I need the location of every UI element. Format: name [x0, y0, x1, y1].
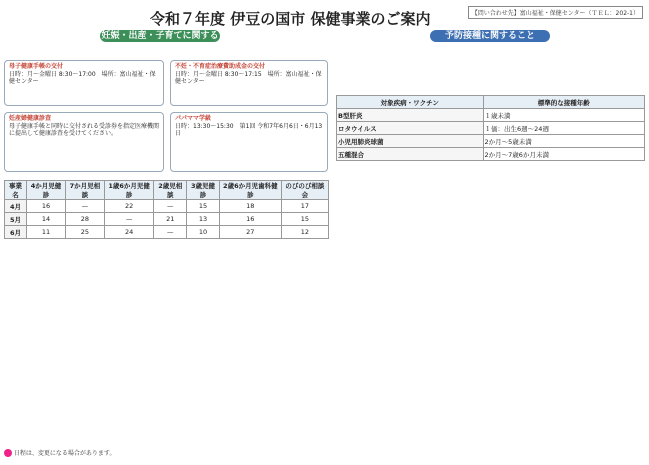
vaccine-row [337, 109, 645, 122]
schedule-header: 4か月児健診 [27, 181, 66, 200]
notice-text: 母子健康手帳と同時に交付される受診券を指定医療機関に提出して健康診査を受けてください。 [9, 122, 160, 137]
schedule-header: 3歳児健診 [187, 181, 220, 200]
schedule-cell: 28 [65, 213, 104, 226]
schedule-header: のびのび相談会 [281, 181, 328, 200]
vaccine-header-row [337, 96, 645, 109]
schedule-header: 2歳6か月児歯科健診 [219, 181, 281, 200]
vaccine-name: ロタウイルス [337, 122, 484, 135]
notice-dot-icon [4, 449, 12, 457]
notice-heading: 不妊・不育症治療費助成金の交付 [175, 63, 266, 70]
schedule-cell: 14 [27, 213, 66, 226]
schedule-row [5, 213, 329, 226]
schedule-month: 6月 [5, 226, 27, 239]
notice-box-1 [4, 60, 164, 106]
vaccine-name: B型肝炎 [337, 109, 484, 122]
footer-note [4, 448, 115, 458]
schedule-cell: 16 [27, 200, 66, 213]
vaccine-name: 小児用肺炎球菌 [337, 135, 484, 148]
vaccine-age: 2か月～5歳未満 [483, 135, 644, 148]
schedule-cell: 16 [219, 213, 281, 226]
vaccine-header: 対象疾病・ワクチン [337, 96, 484, 109]
notice-heading: パパママ学級 [175, 115, 212, 122]
notice-box-4 [170, 112, 328, 172]
schedule-cell: 13 [187, 213, 220, 226]
schedule-cell: — [65, 200, 104, 213]
notice-text: 日時：月～金曜日 8:30～17:15 場所：富山福祉・保健センター [175, 70, 322, 85]
schedule-cell: 27 [219, 226, 281, 239]
vaccine-row [337, 148, 645, 161]
schedule-cell: 25 [65, 226, 104, 239]
vaccine-age: 2か月～7歳6か月未満 [483, 148, 644, 161]
page-title: 令和７年度 伊豆の国市 保健事業のご案内 [150, 10, 431, 28]
schedule-cell: 17 [281, 200, 328, 213]
notice-text: 日時：13:30～15:30 第1回 令和7年6月6日・6月13日 [175, 122, 323, 137]
section-right-title: 予防接種に関すること [430, 30, 550, 42]
schedule-cell: 24 [104, 226, 154, 239]
schedule-row [5, 200, 329, 213]
vaccine-name: 五種混合 [337, 148, 484, 161]
vaccine-row [337, 135, 645, 148]
schedule-cell: 10 [187, 226, 220, 239]
notice-box-3 [4, 112, 164, 172]
schedule-header-row [5, 181, 329, 200]
schedule-row [5, 226, 329, 239]
schedule-header: 7か月児相談 [65, 181, 104, 200]
footer-note-text: 日程は、変更になる場合があります。 [13, 449, 116, 457]
vaccine-age: １価：出生6週～24週 [483, 122, 644, 135]
vaccine-header: 標準的な接種年齢 [483, 96, 644, 109]
schedule-month: 5月 [5, 213, 27, 226]
contact-info: 【問い合わせ先】富山福祉・保健センター（ＴＥＬ：202-1） [468, 6, 643, 19]
vaccine-row [337, 122, 645, 135]
schedule-cell: — [154, 200, 187, 213]
schedule-cell: 21 [154, 213, 187, 226]
schedule-cell: 12 [281, 226, 328, 239]
schedule-header: 事業名 [5, 181, 27, 200]
schedule-cell: 22 [104, 200, 154, 213]
schedule-cell: 15 [187, 200, 220, 213]
vaccination-table [336, 95, 645, 161]
notice-heading: 妊産婦健康診査 [9, 115, 52, 122]
schedule-cell: 18 [219, 200, 281, 213]
schedule-cell: 11 [27, 226, 66, 239]
schedule-cell: 15 [281, 213, 328, 226]
section-left-title: 妊娠・出産・子育てに関すること [101, 31, 219, 53]
checkup-schedule-table [4, 180, 329, 239]
schedule-header: 1歳6か月児健診 [104, 181, 154, 200]
notice-box-2 [170, 60, 328, 106]
schedule-month: 4月 [5, 200, 27, 213]
vaccine-age: １歳未満 [483, 109, 644, 122]
notice-heading: 母子健康手帳の交付 [9, 63, 64, 70]
schedule-cell: — [104, 213, 154, 226]
notice-text: 日時：月～金曜日 8:30～17:00 場所：富山福祉・保健センター [9, 70, 156, 85]
schedule-cell: — [154, 226, 187, 239]
schedule-header: 2歳児相談 [154, 181, 187, 200]
